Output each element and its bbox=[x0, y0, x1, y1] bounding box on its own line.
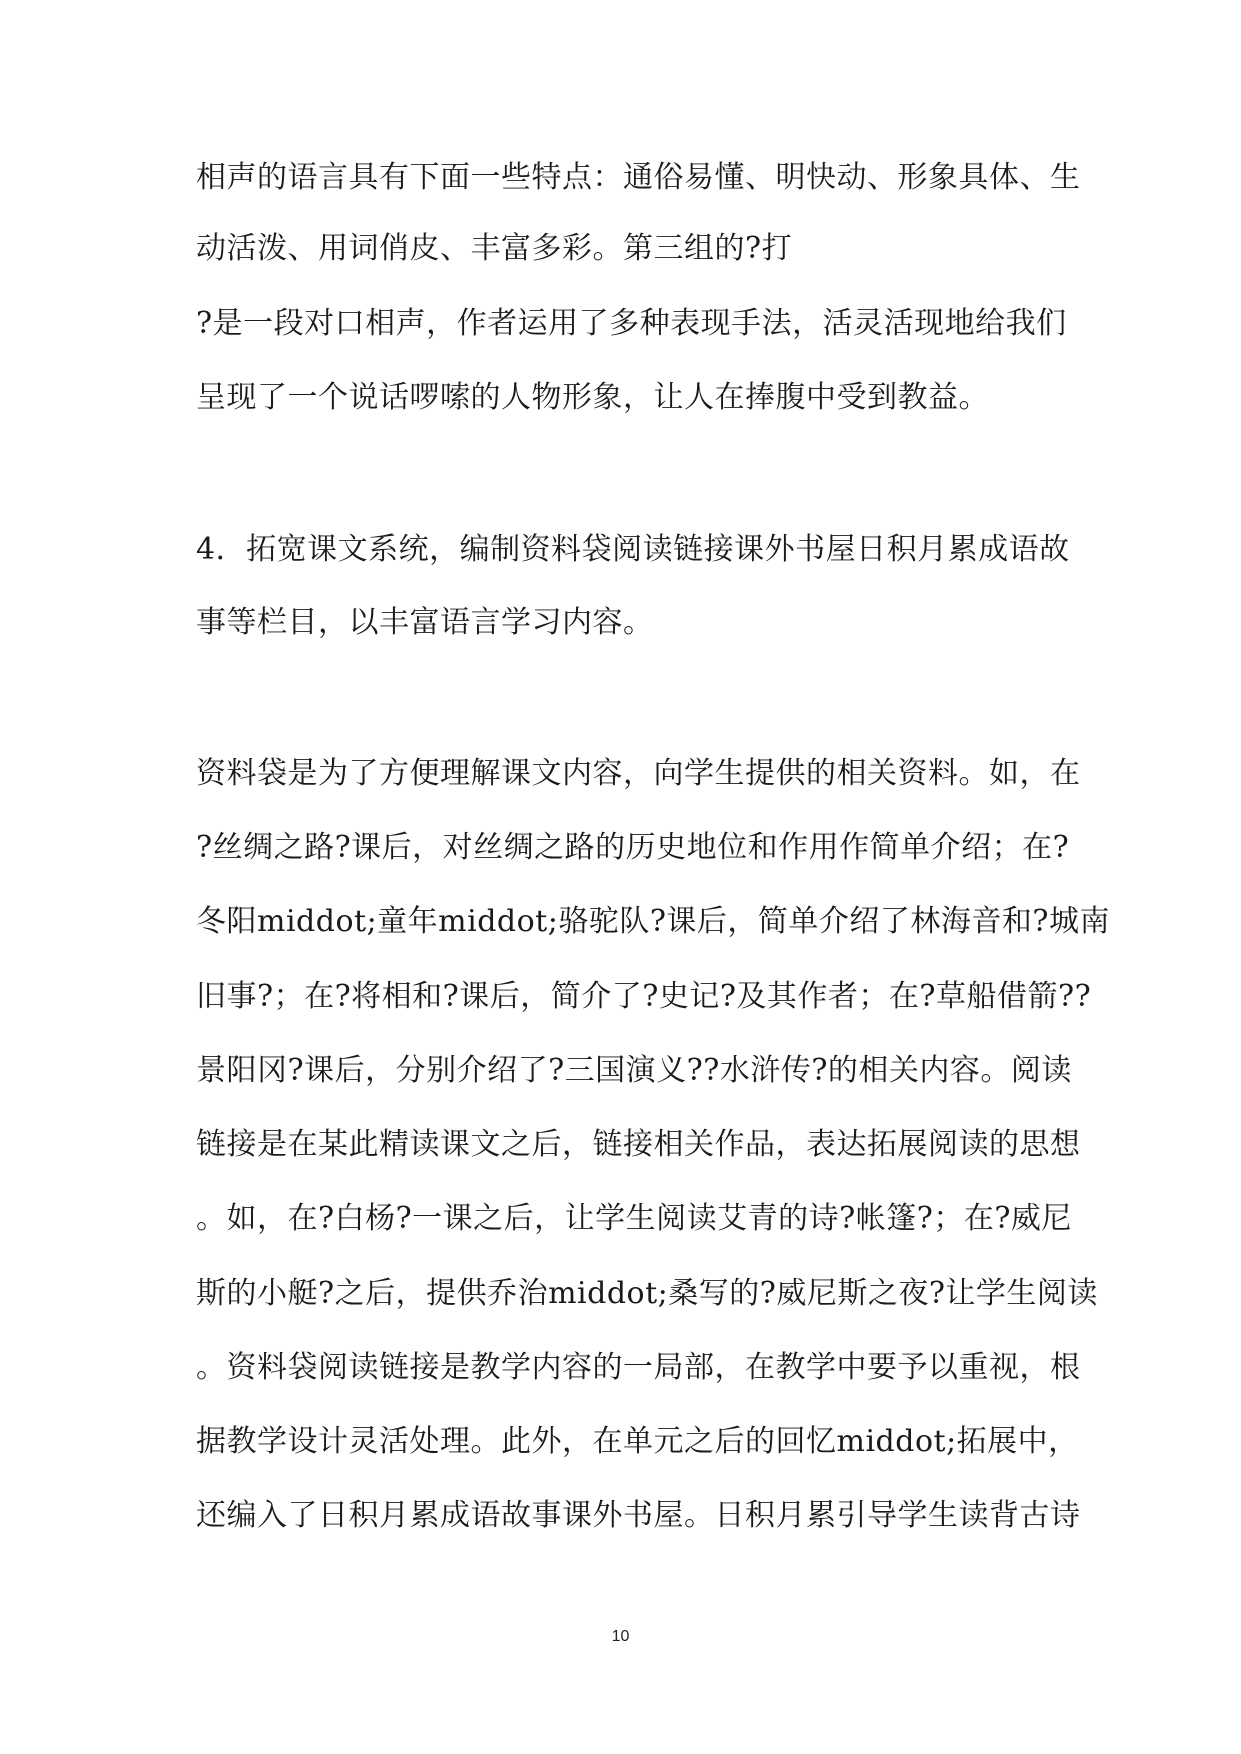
paragraph-3-line-9: 。资料袋阅读链接是教学内容的一局部，在教学中要予以重视，根 bbox=[196, 1350, 1081, 1385]
paragraph-3-line-6: 链接是在某此精读课文之后，链接相关作品，表达拓展阅读的思想 bbox=[196, 1127, 1081, 1162]
paragraph-3-line-1: 资料袋是为了方便理解课文内容，向学生提供的相关资料。如，在 bbox=[196, 756, 1081, 791]
paragraph-2-line-2: 事等栏目，以丰富语言学习内容。 bbox=[196, 605, 654, 640]
paragraph-3-line-7: 。如，在?白杨?一课之后，让学生阅读艾青的诗?帐篷?；在?威尼 bbox=[196, 1201, 1072, 1236]
paragraph-1-line-2: 动活泼、用词俏皮、丰富多彩。第三组的?打 bbox=[196, 231, 793, 266]
paragraph-1-line-1: 相声的语言具有下面一些特点：通俗易懂、明快动、形象具体、生 bbox=[196, 160, 1081, 195]
paragraph-3-line-11: 还编入了日积月累成语故事课外书屋。日积月累引导学生读背古诗 bbox=[196, 1498, 1081, 1533]
paragraph-3-line-3: 冬阳middot;童年middot;骆驼队?课后，简单介绍了林海音和?城南 bbox=[196, 904, 1111, 939]
paragraph-1-line-3: ?是一段对口相声，作者运用了多种表现手法，活灵活现地给我们 bbox=[196, 306, 1067, 341]
paragraph-3-line-8: 斯的小艇?之后，提供乔治middot;桑写的?威尼斯之夜?让学生阅读 bbox=[196, 1276, 1098, 1311]
paragraph-3-line-10: 据教学设计灵活处理。此外，在单元之后的回忆middot;拓展中， bbox=[196, 1424, 1079, 1459]
page-number: 10 bbox=[611, 1628, 630, 1645]
paragraph-3-line-2: ?丝绸之路?课后，对丝绸之路的历史地位和作用作简单介绍；在? bbox=[196, 830, 1070, 865]
paragraph-3-line-4: 旧事?；在?将相和?课后，简介了?史记?及其作者；在?草船借箭?? bbox=[196, 979, 1092, 1014]
paragraph-3-line-5: 景阳冈?课后，分别介绍了?三国演义??水浒传?的相关内容。阅读 bbox=[196, 1053, 1072, 1088]
paragraph-2-line-1: 4．拓宽课文系统，编制资料袋阅读链接课外书屋日积月累成语故 bbox=[196, 532, 1070, 567]
paragraph-1-line-4: 呈现了一个说话啰嗦的人物形象，让人在捧腹中受到教益。 bbox=[196, 380, 989, 415]
